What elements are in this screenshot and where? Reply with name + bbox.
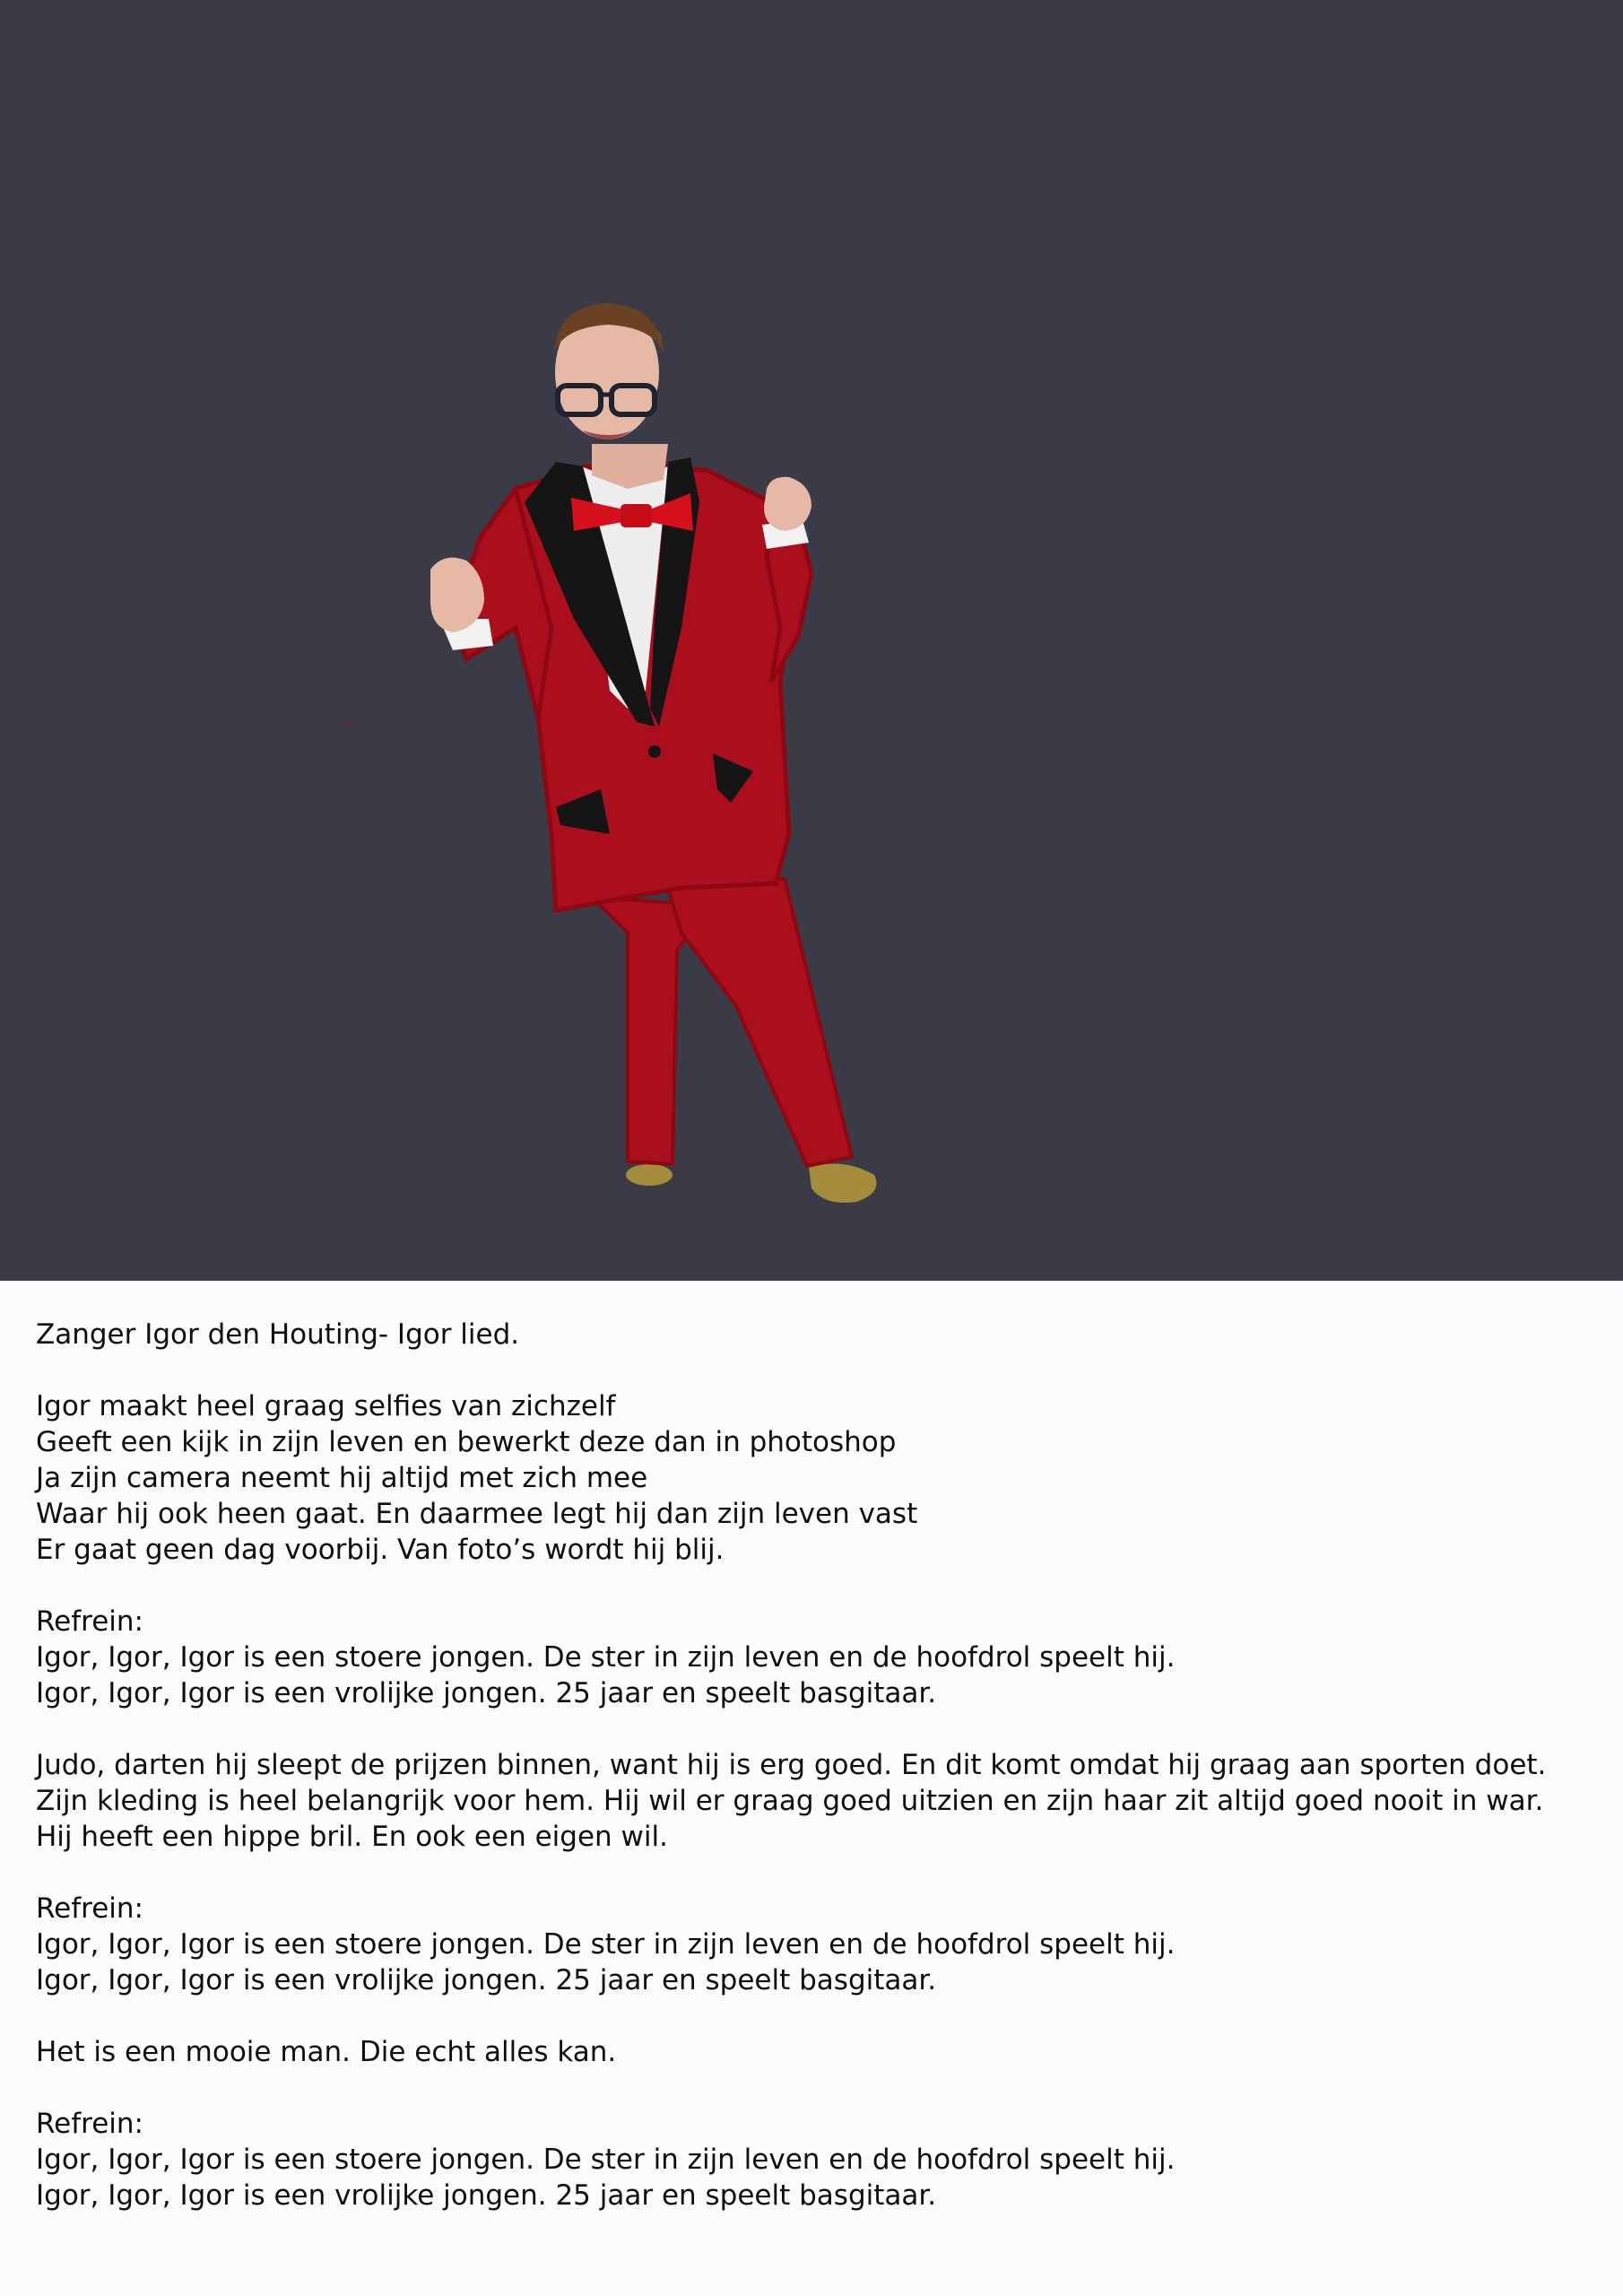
chorus-1: [36, 1604, 1596, 1711]
verse-2: [36, 1747, 1596, 1855]
verse-line: Ja zijn camera neemt hij altijd met zich mee: [36, 1462, 648, 1494]
verse-line: Waar hij ook heen gaat. En daarmee legt hij dan zijn leven vast: [36, 1498, 918, 1530]
chorus-2: [36, 1891, 1596, 1998]
lyrics-text: [36, 1317, 1596, 2249]
chorus-label: Refrein:: [36, 1892, 143, 1925]
bridge-line: Het is een mooie man. Die echt alles kan.: [36, 2036, 617, 2068]
title-line: Zanger Igor den Houting- Igor lied.: [36, 1318, 520, 1351]
chorus-line: Igor, Igor, Igor is een vrolijke jongen. 25 jaar en speelt basgitaar.: [36, 1964, 937, 1996]
verse-line: Er gaat geen dag voorbij. Van foto’s wordt hij blij.: [36, 1534, 725, 1566]
chorus-3: [36, 2106, 1596, 2213]
chorus-line: Igor, Igor, Igor is een vrolijke jongen. 25 jaar en speelt basgitaar.: [36, 1677, 937, 1709]
bridge: [36, 2034, 1596, 2070]
verse-1: [36, 1388, 1596, 1568]
chorus-label: Refrein:: [36, 2108, 143, 2140]
chorus-line: Igor, Igor, Igor is een vrolijke jongen. 25 jaar en speelt basgitaar.: [36, 2179, 937, 2212]
verse-line: Judo, darten hij sleept de prijzen binnen, want hij is erg goed. En dit komt omdat hij graag aan sporten doet.: [36, 1749, 1547, 1781]
verse-line: Zijn kleding is heel belangrijk voor hem. Hij wil er graag goed uitzien en zijn haar zit altijd goed nooit in war.: [36, 1785, 1544, 1817]
chorus-line: Igor, Igor, Igor is een stoere jongen. De ster in zijn leven en de hoofdrol speelt hij.: [36, 1928, 1176, 1961]
song-title: [36, 1317, 1596, 1352]
verse-line: Geeft een kijk in zijn leven en bewerkt deze dan in photoshop: [36, 1426, 897, 1458]
chorus-label: Refrein:: [36, 1605, 143, 1638]
verse-line: Igor maakt heel graag selfies van zichzelf: [36, 1390, 616, 1422]
verse-line: Hij heeft een hippe bril. En ook een eigen wil.: [36, 1821, 668, 1853]
chorus-line: Igor, Igor, Igor is een stoere jongen. De ster in zijn leven en de hoofdrol speelt hij.: [36, 1641, 1176, 1674]
chorus-line: Igor, Igor, Igor is een stoere jongen. De ster in zijn leven en de hoofdrol speelt hij.: [36, 2144, 1176, 2176]
